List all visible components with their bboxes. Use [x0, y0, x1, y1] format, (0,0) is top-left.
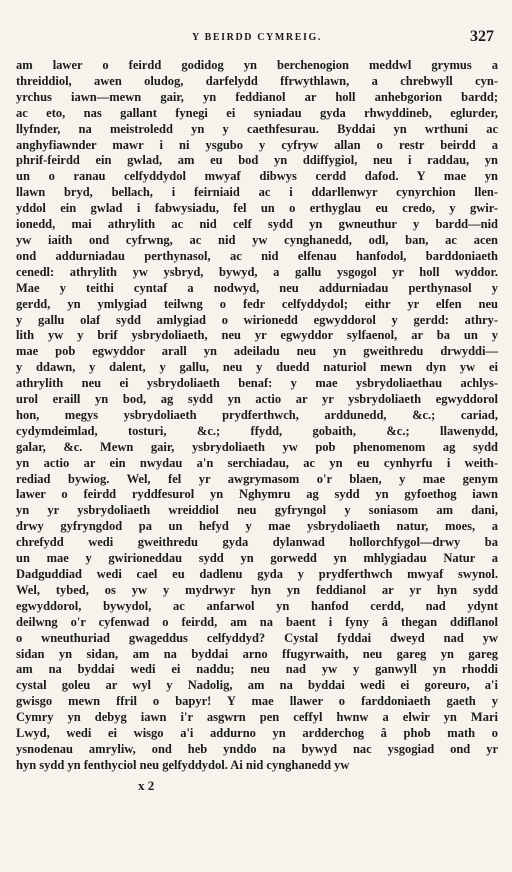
text-line: deilwng o'r cyfenwad o feirdd, am na baent i fyny â thegan ddiflanol	[16, 614, 498, 629]
text-line: am lawer o feirdd godidog yn berchenogion meddwl grymus a	[16, 58, 498, 72]
text-line: yrchus iawn—mewn gair, yn feddianol ar holl anhebgorion bardd;	[16, 89, 498, 104]
text-line: cydymdeimlad, tosturi, &c.; ffydd, gobaith, &c.; llawenydd,	[16, 423, 498, 438]
text-line: drwy gyfryngdod pa un hefyd y mae ysbrydoliaeth natur, moes, a	[16, 519, 498, 534]
text-line: y ddawn, y dalent, y gallu, neu y duedd naturiol mewn dyn yw ei	[16, 360, 498, 375]
text-line: y gallu olaf sydd amlygiad o wirionedd egwyddorol y gerdd: athry-	[16, 312, 498, 327]
text-line: threiddiol, awen oludog, darfelydd ffrwythlawn, a chrebwyll cyn-	[16, 73, 498, 88]
text-line: cystal goleu ar wyl y Nadolig, am na byddai wedi ei goreuro, a'i	[16, 678, 498, 693]
text-line: llawn bryd, bellach, i feirniaid ac i ddarllenwyr cynyrchion llen-	[16, 185, 498, 200]
text-line: Wel, tybed, os yw y mydrwyr hyn yn feddianol ar yr hyn sydd	[16, 582, 498, 597]
text-line: lawer o feirdd ryddfesurol yn Nghymru ag sydd yn gyfoethog iawn	[16, 487, 498, 502]
text-line: llyfnder, na meistroledd yn y caethfesurau. Byddai yn wrthuni ac	[16, 121, 498, 136]
text-line: Lwyd, wedi ei wisgo a'i addurno yn ardderchog â phob math o	[16, 726, 498, 741]
signature-mark: x 2	[138, 777, 155, 793]
text-line: yn yr ysbrydoliaeth wreiddiol neu gyfryngol y soniasom am dani,	[16, 503, 498, 518]
text-line: un mae y gwirioneddau sydd yn gorwedd yn mhlygiadau Natur a	[16, 551, 498, 566]
text-line: cenedl: athrylith yw ysbryd, bywyd, a gallu ysgogol yr holl wyddor.	[16, 264, 498, 279]
text-line: am na byddai wedi ei naddu; neu nad yw y ganwyll yn rhoddi	[16, 662, 498, 677]
text-line: ac eto, nas gallant fynegi ei syniadau gyda rhwyddineb, eglurder,	[16, 105, 498, 120]
running-title: Y BEIRDD CYMREIG.	[192, 32, 322, 43]
text-line: Cymry yn debyg iawn i'r asgwrn pen ceffyl hwnw a elwir yn Mari	[16, 710, 498, 725]
text-line: chrefydd wedi gweithredu gyda dylanwad hollorchfygol—drwy ba	[16, 535, 498, 550]
text-line: gwisgo mewn ffril o bapyr! Y mae llawer o farddoniaeth gaeth y	[16, 694, 498, 709]
text-line: anghyfiawnder mawr i ni ysgubo y cyfryw allan o restr beirdd a	[16, 137, 498, 152]
text-line: yw iaith ond cyfrwng, ac nid yw cynghanedd, odl, ban, ac acen	[16, 232, 498, 247]
page-number: 327	[470, 28, 494, 45]
text-line: ionedd, mai athrylith ac nid celf sydd yn gwneuthur y bardd—nid	[16, 217, 498, 232]
body-text	[16, 58, 498, 774]
text-line: un o ranau celfyddydol mwyaf dibwys cerdd dafod. Y mae yn	[16, 169, 498, 184]
text-line: hon, megys ysbrydoliaeth prydferthwch, arddunedd, &c.; cariad,	[16, 407, 498, 422]
text-line: urol eraill yn bod, ag sydd yn actio ar yr ysbrydoliaeth egwyddorol	[16, 392, 498, 407]
text-line: Dadguddiad wedi cael eu dadlenu gyda y prydferthwch mwyaf swynol.	[16, 567, 498, 581]
text-line: athrylith neu ei ysbrydoliaeth benaf: y mae ysbrydoliaethau achlys-	[16, 376, 498, 391]
text-line: phrif-feirdd ein gwlad, am eu bod yn ddiffygiol, neu i raddau, yn	[16, 153, 498, 168]
text-line: yddol ein gwlad i fabwysiadu, fel un o erthyglau eu credo, y gwir-	[16, 201, 498, 216]
text-line: gerdd, yn ymlygiad teilwng o fedr celfyddydol; eithr yr elfen neu	[16, 296, 498, 311]
text-line: galar, &c. Mewn gair, ysbrydoliaeth yw pob phenomenom ag sydd	[16, 439, 498, 454]
text-line: rediad bywiog. Wel, fel yr awgrymasom o'r blaen, y mae genym	[16, 471, 498, 486]
text-line: lith yw y brif ysbrydoliaeth, neu yr egwyddor sylfaenol, ar ba un y	[16, 328, 498, 343]
text-line: hyn sydd yn fenthyciol neu gelfyddydol. Ai nid cynghanedd yw	[16, 757, 350, 772]
text-line: o wneuthuriad gwageddus celfyddyd? Cystal fyddai dweyd nad yw	[16, 630, 498, 645]
page-header	[16, 30, 498, 48]
text-line: Mae y teithi cyntaf a nodwyd, neu addurniadau perthynasol y	[16, 280, 498, 295]
text-line: yn actio ar ein nwydau a'n serchiadau, ac yn eu cynhyrfu i weith-	[16, 455, 498, 470]
text-line: ysnodenau amryliw, ond heb ynddo na bywyd nac ysgogiad ond yr	[16, 741, 498, 756]
text-line: mae pob egwyddor arall yn adeiladu neu yn gweithredu drwyddi—	[16, 344, 498, 359]
text-line: ond addurniadau perthynasol, ac nid elfenau hanfodol, barddoniaeth	[16, 248, 498, 263]
text-line: egwyddorol, bywydol, ac anfarwol yn hanfod cerdd, nad ydynt	[16, 598, 498, 613]
text-line: sidan yn sidan, am na byddai arno ffugyrwaith, neu gareg yn gareg	[16, 646, 498, 661]
